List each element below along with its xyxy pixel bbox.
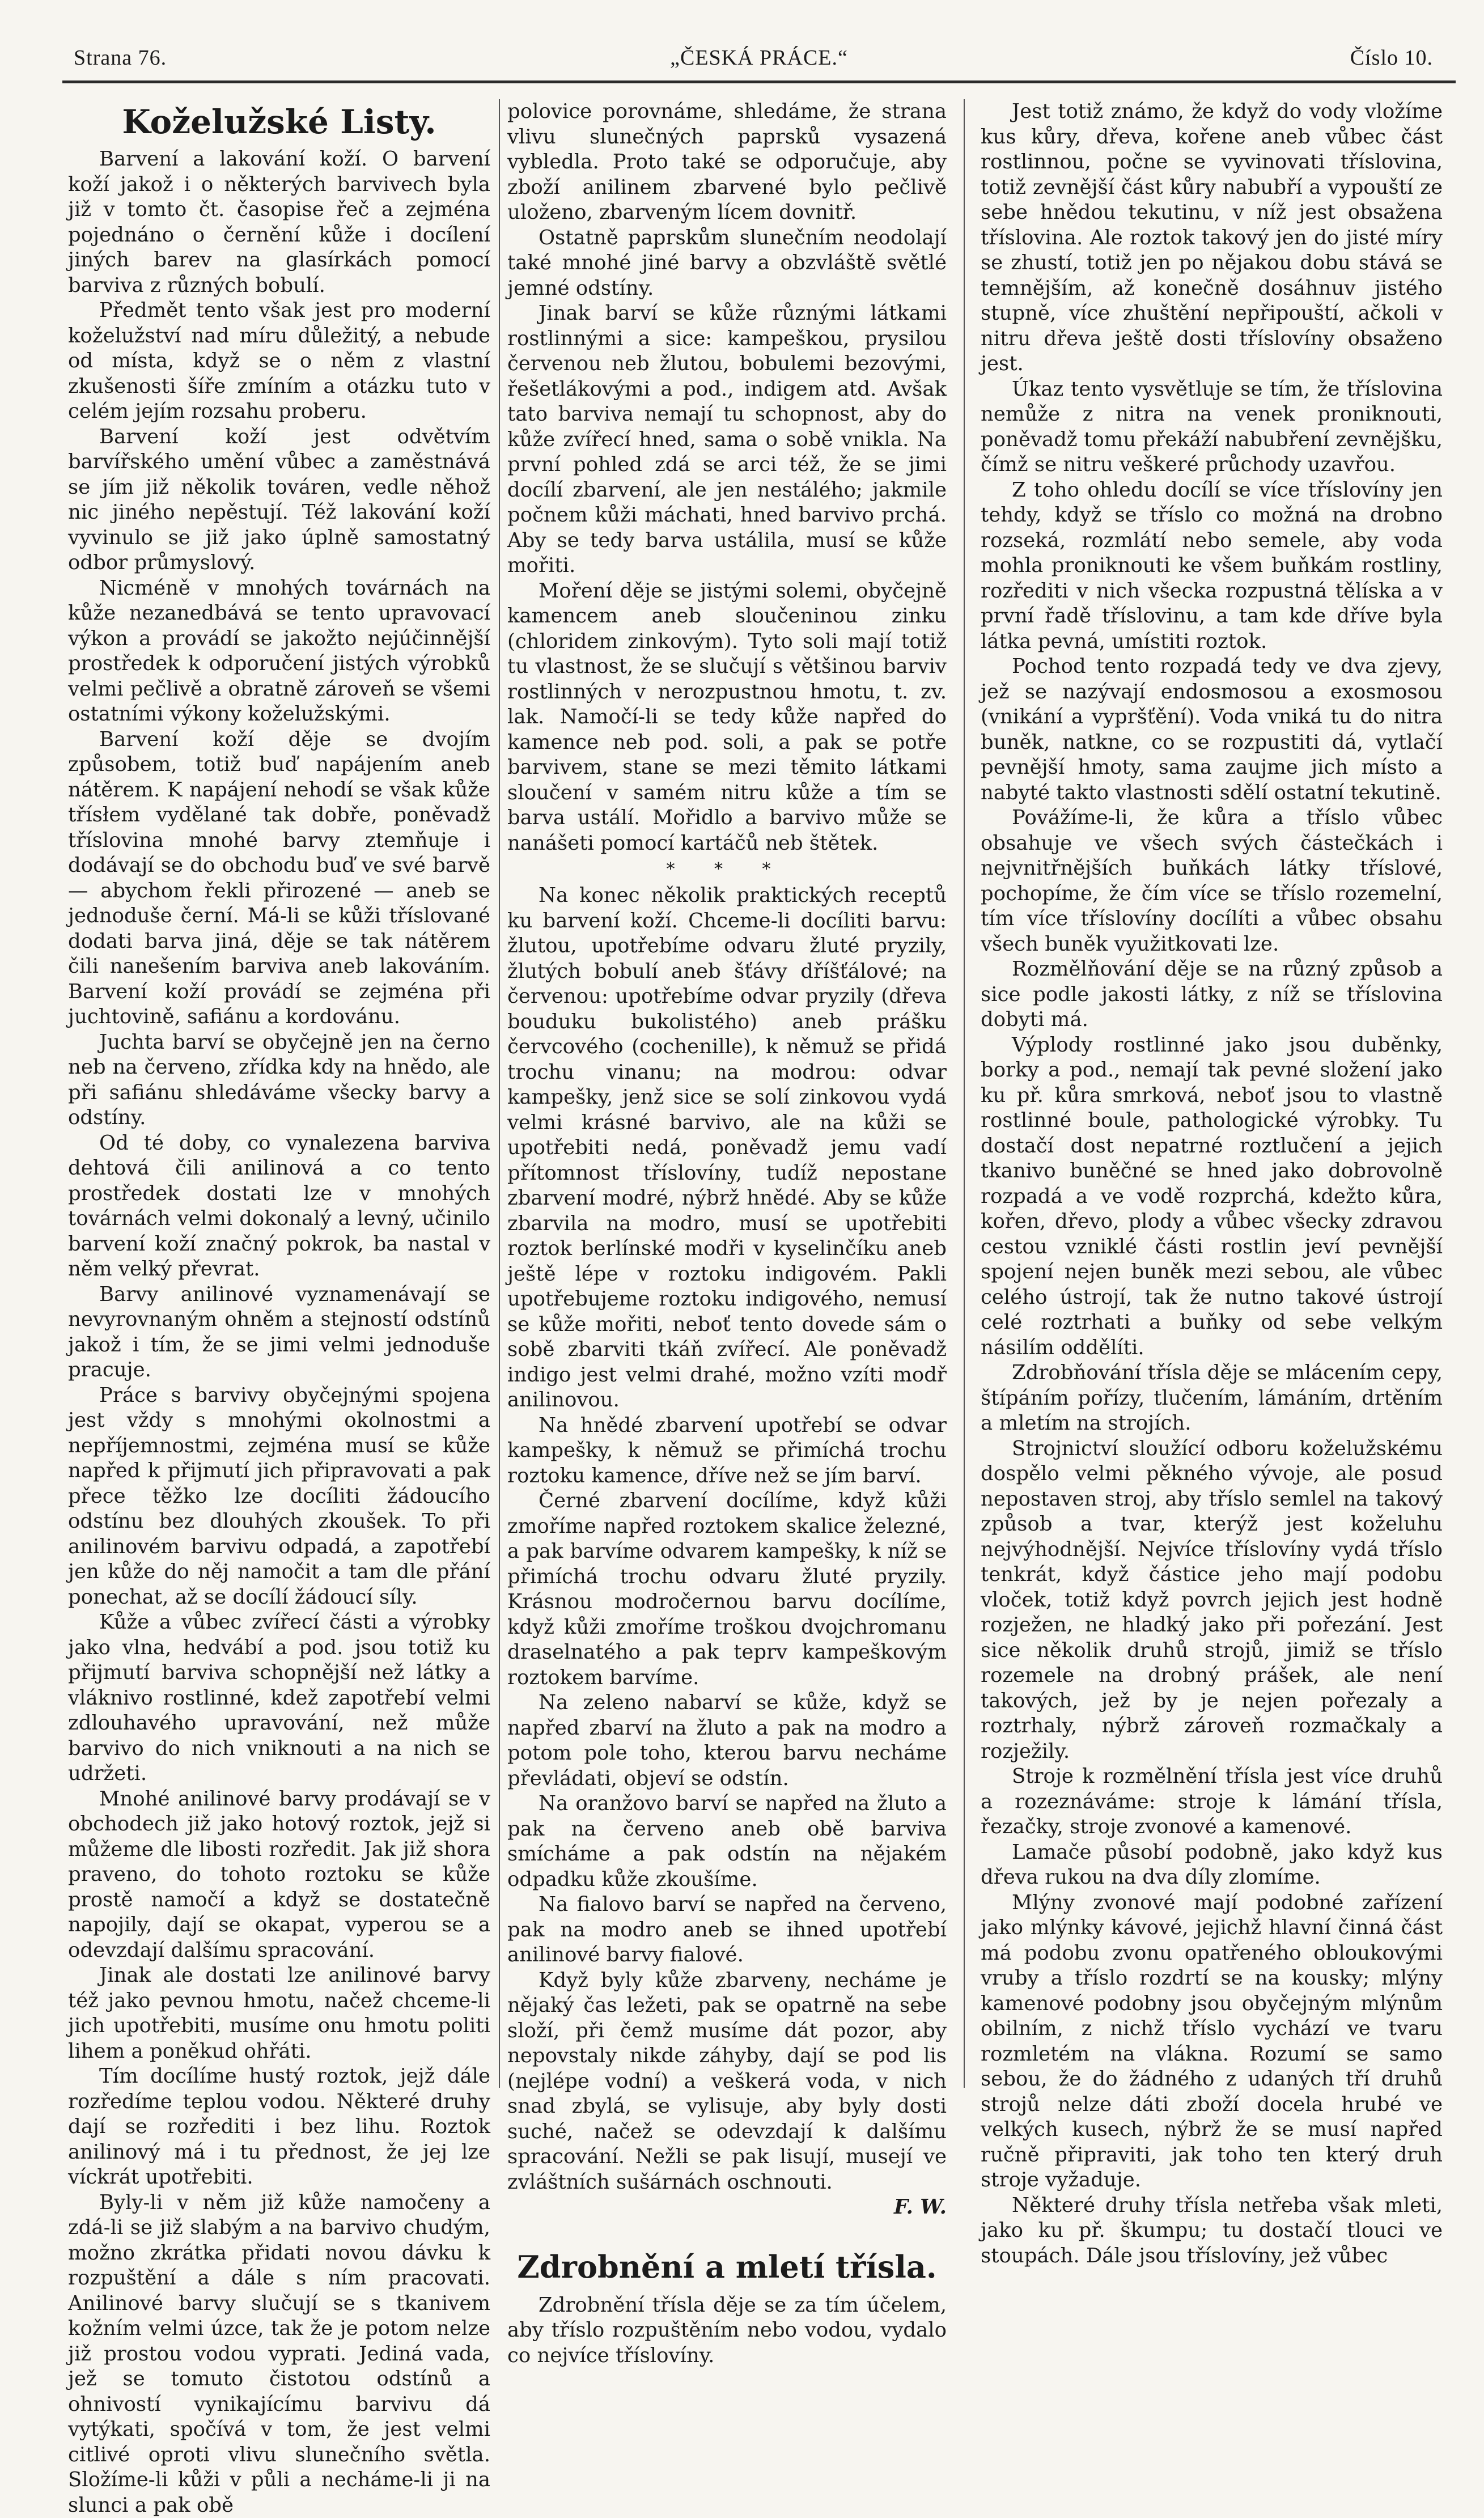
paragraph: Juchta barví se obyčejně jen na černo neb na červeno, zřídka kdy na hnědo, ale při safiánu shledáváme všecky barvy a odstíny.	[68, 1030, 490, 1131]
paragraph: Mlýny zvonové mají podobné zařízení jako mlýnky kávové, jejichž hlavní činná část má podobu zvonu opatřeného obloukovými vruby a tříslo rozdrtí se na kousky; mlýny kamenové podobny jsou obyčejným mlýnům obilním, z nichž tříslo vychází ve tvaru rozmletém na vlákna. Rozumí se samo sebou, že do žádného z udaných tří druhů strojů nelze dáti zboží docela hrubé ve velkých kusech, nýbrž že se musí napřed ručně připraviti, jak toho ten který druh stroje vyžaduje.	[981, 1890, 1443, 2193]
paragraph: Byly-li v něm již kůže namočeny a zdá-li se již slabým a na barvivo chudým, možno zkrátka přidati novou dávku k rozpuštění a dále s ním pracovati. Anilinové barvy slučují se s tkanivem kožním velmi úzce, tak že je potom nelze již prostou vodou vyprati. Jediná vada, jež se tomuto čistotou odstínů a ohnivostí vynikajícímu barvivu dá vytýkati, spočívá v tom, že jest velmi citlivé oproti vlivu slunečního světla. Složíme-li kůži v půli a necháme-li ji na slunci a pak obě	[68, 2190, 490, 2518]
paragraph: Úkaz tento vysvětluje se tím, že tříslovina nemůže z nitra na venek proniknouti, poněvadž tomu překáží nabubření zevnějšku, čímž se nitru veškeré průchody uzavřou.	[981, 377, 1443, 478]
article-title: Koželužské Listy.	[68, 99, 490, 145]
paragraph: Barvení koží jest odvětvím barvířského umění vůbec a zaměstnává se jím již několik továren, vedle něhož nic jiného nepěstují. Též lakování koží vyvinulo se již jako úplně samostatný odbor průmyslový.	[68, 425, 490, 576]
paragraph: Kůže a vůbec zvířecí části a výrobky jako vlna, hedvábí a pod. jsou totiž ku přijmutí barviva schopnější než látky a vláknivo rostlinné, kdež zapotřebí velmi zdlouhavého upravování, než může barvivo do nich vniknouti a na nich se udržeti.	[68, 1610, 490, 1787]
paragraph: Pochod tento rozpadá tedy ve dva zjevy, jež se nazývají endosmosou a exosmosou (vnikání a vypršťění). Voda vniká tu do nitra buněk, natkne, co se rozpustiti dá, vytlačí pevnější hmoty, sama zaujme jich místo a nabyté takto vlastnosti sdělí ostatní tekutině.	[981, 654, 1443, 806]
paragraph: Na fialovo barví se napřed na červeno, pak na modro aneb se ihned upotřebí anilinové barvy fialové.	[507, 1892, 947, 1968]
author-signature: F. W.	[507, 2195, 947, 2220]
section-separator: * * *	[507, 859, 947, 880]
paragraph: Na oranžovo barví se napřed na žluto a pak na červeno aneb obě barviva smícháme a pak odstín na nějakém odpadku kůže zkoušíme.	[507, 1791, 947, 1892]
paragraph: Když byly kůže zbarveny, necháme je nějaký čas ležeti, pak se opatrně na sebe složí, při čemž musíme dát pozor, aby nepovstaly nikde záhyby, dají se pod lis (nejlépe vodní) a veškerá voda, v nich snad zbylá, se vylisuje, aby byly dosti suché, načež se odevzdají k dalšímu spracování. Nežli se pak lisují, musejí ve zvláštních sušárnách oschnouti.	[507, 1968, 947, 2195]
paragraph: polovice porovnáme, shledáme, že strana vlivu slunečných paprsků vysazená vybledla. Proto také se odporučuje, aby zboží anilinem zbarvené bylo pečlivě uloženo, zbarveným lícem dovnitř.	[507, 99, 947, 226]
paragraph: Rozmělňování děje se na různý způsob a sice podle jakosti látky, z níž se tříslovina dobyti má.	[981, 957, 1443, 1033]
paragraph: Ostatně paprskům slunečním neodolají také mnohé jiné barvy a obzvláště světlé jemné odstíny.	[507, 226, 947, 302]
paragraph: Stroje k rozmělnění třísla jest více druhů a rozeznáváme: stroje k lámání třísla, řezačky, stroje zvonové a kamenové.	[981, 1764, 1443, 1840]
article-title: Zdrobnění a mletí třísla.	[507, 2245, 947, 2288]
paragraph: Jest totiž známo, že když do vody vložíme kus kůry, dřeva, kořene aneb vůbec část rostlinnou, počne se vyvinovati tříslovina, totiž zevnější část kůry nabubří a vypouští ze sebe hnědou tekutinu, v níž jest obsažena tříslovina. Ale roztok takový jen do jisté míry se zhustí, totiž jen po nějakou dobu stává se temnějším, až konečně dosáhnuv jistého stupně, více zhuštění nepřipouští, ačkoli v nitru dřeva ještě dosti tříslovíny obsaženo jest.	[981, 99, 1443, 377]
paragraph: Tím docílíme hustý roztok, jejž dále rozředíme teplou vodou. Některé druhy dají se rozřediti i bez lihu. Roztok anilinový má i tu přednost, že jej lze víckrát upotřebiti.	[68, 2064, 490, 2190]
paragraph: Práce s barvivy obyčejnými spojena jest vždy s mnohými okolnostmi a nepříjemnostmi, zejména musí se kůže napřed k přijmutí jich připravovati a pak přece těžko lze docíliti žádoucího odstínu bez dlouhých zkoušek. To při anilinovém barvivu odpadá, a zapotřebí jen kůže do něj namočit a tam dle přání ponechat, až se docílí žádoucí síly.	[68, 1383, 490, 1610]
paragraph: Z toho ohledu docílí se více tříslovíny jen tehdy, když se tříslo co možná na drobno rozseká, rozmlátí nebo semele, aby voda mohla proniknouti ke všem buňkám rostliny, rozřediti v nich všecka rozpustná tělíska a v první řadě tříslovinu, a tam kde dříve byla látka pevná, umístiti roztok.	[981, 478, 1443, 655]
paragraph: Barvy anilinové vyznamenávají se nevyrovnaným ohněm a stejností odstínů jakož i tím, že se jimi velmi jednoduše pracuje.	[68, 1282, 490, 1383]
paragraph: Na zeleno nabarví se kůže, když se napřed zbarví na žluto a pak na modro a potom pole toho, kterou barvu necháme převládati, objeví se odstín.	[507, 1690, 947, 1791]
paragraph: Na hnědé zbarvení upotřebí se odvar kampešky, k němuž se přimíchá trochu roztoku kamence, dříve než se jím barví.	[507, 1413, 947, 1489]
paragraph: Některé druhy třísla netřeba však mleti, jako ku př. škumpu; tu dostačí tlouci ve stoupách. Dále jsou tříslovíny, jež vůbec	[981, 2193, 1443, 2269]
paragraph: Povážíme-li, že kůra a tříslo vůbec obsahuje ve všech svých částečkách i nejvnitřnějších buňkách látky tříslové, pochopíme, že čím více se tříslo rozemelní, tím více tříslovíny docílíti a vůbec obsahu všech buněk využitkovati lze.	[981, 806, 1443, 957]
paragraph: Lamače působí podobně, jako když kus dřeva rukou na dva díly zlomíme.	[981, 1840, 1443, 1890]
paragraph: Předmět tento však jest pro moderní koželužství nad míru důležitý, a nebude od místa, když se o něm z vlastní zkušenosti šíře zmíním a otázku tuto v celém jejím rozsahu proberu.	[68, 298, 490, 425]
issue-number: Číslo 10.	[1350, 45, 1433, 70]
column-divider	[964, 99, 965, 2088]
header-rule	[62, 80, 1456, 83]
paragraph: Barvení a lakování koží. O barvení koží jakož i o některých barvivech byla již v tomto čt. časopise řeč a zejména pojednáno o černění kůže i docílení jiných barev na glasírkách pomocí barviva z různých bobulí.	[68, 147, 490, 298]
paragraph: Strojnictví sloužící odboru koželužskému dospělo velmi pěkného vývoje, ale posud nepostaven stroj, aby tříslo semlel na takový způsob a tvar, kterýž jest koželuhu nejvýhodnější. Nejvíce tříslovíny vydá tříslo tenkrát, když částice jeho mají podobu vloček, totiž když povrch jejich jest hodně rozježen, ne hladký jako při pořezání. Jest sice několik druhů strojů, jimiž se tříslo rozemele na drobný prášek, ale není takových, jež by je nejen pořezaly a roztrhaly, nýbrž zároveň rozmačkaly a rozježily.	[981, 1436, 1443, 1765]
paragraph: Jinak barví se kůže různými látkami rostlinnými a sice: kampeškou, prysilou červenou neb žlutou, bobulemi bezovými, řešetlákovými a pod., indigem atd. Avšak tato barviva nemají tu schopnost, aby do kůže zvířecí hned, sama o sobě vnikla. Na první pohled zdá se arci též, že se jimi docílí zbarvení, ale jen nestálého; jakmile počnem kůži máchati, hned barvivo prchá. Aby se tedy barva ustálila, musí se kůže mořiti.	[507, 301, 947, 579]
paragraph: Výplody rostlinné jako jsou duběnky, borky a pod., nemají tak pevné složení jako ku př. kůra smrková, neboť jsou to vlastně rostlinné boule, pathologické výrobky. Tu dostačí dost nepatrné roztlučení a jejich tkanivo buněčné se hned jako dobrovolně rozpadá a ve vodě rozprchá, kdežto kůra, kořen, dřevo, plody a vůbec všecky zdravou cestou vzniklé části rostlin jeví pevnější spojení nejen buněk mezi sebou, ale vůbec celého ústrojí, tak že nutno takové ústrojí celé roztrhati a buňky od sebe velkým násilím oddělíti.	[981, 1033, 1443, 1361]
page-header	[68, 40, 1450, 85]
paragraph: Mnohé anilinové barvy prodávají se v obchodech již jako hotový roztok, jejž si můžeme dle libosti rozředit. Jak již shora praveno, do tohoto roztoku se kůže prostě namočí a když se dostatečně napojily, dají se okapat, vyperou se a odevzdají dalšímu spracování.	[68, 1787, 490, 1964]
paragraph: Zdrobňování třísla děje se mlácením cepy, štípáním pořízy, tlučením, lámáním, drtěním a mletím na strojích.	[981, 1360, 1443, 1436]
paragraph: Nicméně v mnohých továrnách na kůže nezanedbává se tento upravovací výkon a provádí se jakožto nejúčinnější prostředek k odporučení jistých výrobků velmi pečlivě a obratně zároveň se všemi ostatními výkony koželužskými.	[68, 576, 490, 727]
paragraph: Černé zbarvení docílíme, když kůži zmoříme napřed roztokem skalice železné, a pak barvíme odvarem kampešky, k níž se přimíchá trochu odvaru žluté pryzily. Krásnou modročernou barvu docílíme, když kůži zmoříme troškou dvojchromanu draselnatého a pak teprv kampeškovým roztokem barvíme.	[507, 1489, 947, 1690]
column-1	[68, 99, 490, 2122]
journal-title: „ČESKÁ PRÁCE.“	[670, 45, 848, 70]
paragraph: Jinak ale dostati lze anilinové barvy též jako pevnou hmotu, načež chceme-li jich upotřebiti, musíme onu hmotu politi lihem a poněkud ohřáti.	[68, 1963, 490, 2064]
paragraph: Od té doby, co vynalezena barviva dehtová čili anilinová a co tento prostředek dostati lze v mnohých továrnách velmi dokonalý a levný, učinilo barvení koží značný pokrok, ba nastal v něm velký převrat.	[68, 1131, 490, 1282]
paragraph: Moření děje se jistými solemi, obyčejně kamencem aneb sloučeninou zinku (chloridem zinkovým). Tyto soli mají totiž tu vlastnost, že se slučují s většinou barviv rostlinných v nerozpustnou hmotu, t. zv. lak. Namočí-li se tedy kůže napřed do kamence neb pod. soli, a pak se potře barvivem, stane se mezi těmito látkami sloučení v samém nitru kůže a tím se barva ustálí. Mořidlo a barvivo může se nanášeti pomocí kartáčů neb štětek.	[507, 579, 947, 857]
column-divider	[499, 99, 500, 2088]
column-3	[981, 99, 1443, 2122]
paragraph: Barvení koží děje se dvojím způsobem, totiž buď napájením aneb nátěrem. K napájení nehodí se však kůže třísłem vydělané tak dobře, poněvadž tříslovina mnohé barvy ztemňuje i dodávají se do obchodu buď ve své barvě — abychom řekli přirozené — aneb se jednoduše černí. Má-li se kůži tříslované dodati barva jiná, děje se tak nátěrem čili nanešením barviva aneb lakováním. Barvení koží provádí se zejména při juchtovině, safiánu a kordovánu.	[68, 727, 490, 1030]
paragraph: Na konec několik praktických receptů ku barvení koží. Chceme-li docíliti barvu: žlutou, upotřebíme odvaru žluté pryzily, žlutých bobulí aneb šťávy dříšťálové; na červenou: upotřebíme odvar pryzily (dřeva bouduku bukolistého) aneb prášku červcového (cochenille), k němuž se přidá trochu vinanu; na modrou: odvar kampešky, jenž sice se solí zinkovou vydá velmi krásné barvivo, ale na kůži se upotřebiti nedá, poněvadž jemu vadí přítomnost tříslovíny, tudíž nepostane zbarvení modré, nýbrž hnědé. Aby se kůže zbarvila na modro, musí se upotřebiti roztok berlínské modři v kyselinčíku aneb ještě lépe v roztoku indigovém. Pakli upotřebujeme roztoku indigového, nemusí se kůže mořiti, neboť tento dovede sám o sobě zbarviti tkáň zvířecí. Ale poněvadž indigo jest velmi drahé, možno vzíti modř anilinovou.	[507, 883, 947, 1413]
column-2	[507, 99, 947, 2122]
paragraph: Zdrobnění třísla děje se za tím účelem, aby tříslo rozpuštěním nebo vodou, vydalo co nejvíce tříslovíny.	[507, 2293, 947, 2369]
page-number: Strana 76.	[74, 45, 167, 70]
